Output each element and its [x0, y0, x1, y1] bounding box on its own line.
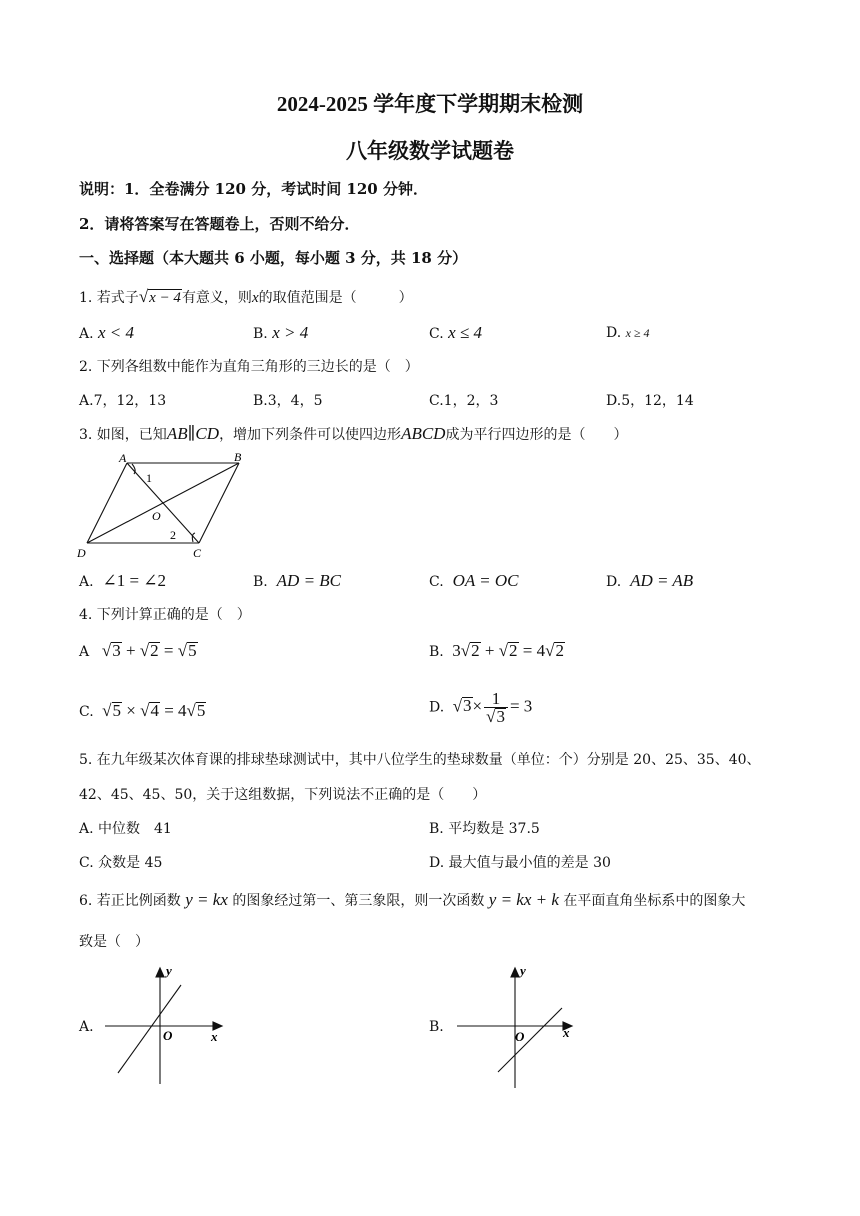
question-6-line-1: 6. 若正比例函数 y = kx 的图象经过第一、第三象限，则一次函数 y = kx + k 在平面直角坐标系中的图象大 [79, 890, 746, 909]
sqrt-icon: √ [138, 287, 149, 306]
q5-option-c: C. 众数是 45 [79, 855, 163, 871]
q3-option-c: C. OA = OC [429, 571, 519, 590]
origin-label: O [163, 1028, 173, 1043]
question-5-line-2: 42、45、45、50，关于这组数据，下列说法不正确的是（ ） [79, 787, 487, 803]
q6-graph-a [100, 962, 235, 1090]
q4-option-a: A √3 + √2 = √5 [79, 641, 197, 660]
q2-option-a: A.7，12，13 [79, 393, 167, 409]
q6-f2: y = kx + k [488, 890, 559, 909]
q5-option-d: D. 最大值与最小值的差是 30 [429, 855, 611, 871]
section-heading: 一、选择题（本大题共 6 小题，每小题 3 分，共 18 分） [79, 249, 468, 267]
q5-option-b: B. 平均数是 37.5 [429, 821, 540, 837]
q1-option-d: D. x ≥ 4 [606, 325, 650, 341]
q4-option-d: D. √3× $\frac{1}{√3}$ = 3 [429, 689, 533, 726]
angle-1-label: 1 [146, 471, 152, 485]
q1-pre: 1. 若式子 [79, 290, 139, 306]
q1-option-b: B. x > 4 [253, 323, 309, 342]
exam-title: 2024-2025 学年度下学期期末检测 [276, 92, 584, 116]
q3-option-a: A. ∠1 = ∠2 [79, 571, 167, 590]
q5-option-a: A. 中位数 41 [79, 821, 172, 837]
question-5-line-1: 5. 在九年级某次体育课的排球垫球测试中，其中八位学生的垫球数量（单位：个）分别是 20、25、35、40、 [79, 752, 761, 768]
y-axis-label: y [520, 963, 526, 978]
q3-option-d: D. AD = AB [606, 571, 694, 590]
vertex-b: B [234, 450, 242, 464]
q1-option-c: C. x ≤ 4 [429, 323, 483, 342]
origin-label: O [515, 1029, 525, 1044]
parallelogram-figure [74, 450, 264, 562]
q1-var: x [251, 290, 259, 306]
q2-option-c: C.1，2，3 [429, 393, 499, 409]
q6-option-b-label: B. [429, 1019, 444, 1035]
q2-option-d: D.5，12，14 [606, 393, 694, 409]
note-line-1: 说明：1．全卷满分 120 分，考试时间 120 分钟． [79, 180, 428, 198]
y-axis-label: y [166, 963, 172, 978]
x-axis-label: x [563, 1025, 570, 1040]
q4-option-b: B. 3√2 + √2 = 4√2 [429, 641, 564, 660]
point-o: O [152, 509, 161, 523]
q2-option-b: B.3，4，5 [253, 393, 323, 409]
vertex-a: A [119, 451, 127, 465]
x-axis-label: x [211, 1029, 218, 1044]
q3-quad: ABCD [401, 424, 446, 443]
vertex-c: C [193, 546, 202, 560]
q1-post: 的取值范围是（ ） [258, 290, 413, 306]
question-1 [79, 287, 413, 308]
q6-f1: y = kx [185, 890, 228, 909]
vertex-d: D [77, 546, 86, 560]
q3-condition: AB∥CD [166, 424, 220, 443]
q4-option-c: C. √5 × √4 = 4√5 [79, 701, 206, 720]
exam-subtitle: 八年级数学试题卷 [346, 139, 514, 163]
question-2: 2. 下列各组数中能作为直角三角形的三边长的是（ ） [79, 359, 419, 375]
q3-option-b: B. AD = BC [253, 571, 342, 590]
q1-expr: x − 4 [149, 290, 181, 306]
note-line-2: 2．请将答案写在答题卷上，否则不给分． [79, 215, 360, 233]
question-6-line-2: 致是（ ） [79, 934, 149, 950]
q6-option-a-label: A. [79, 1019, 94, 1035]
question-4: 4. 下列计算正确的是（ ） [79, 607, 251, 623]
q1-mid: 有意义，则 [181, 290, 252, 306]
angle-2-label: 2 [170, 528, 176, 542]
q6-graph-b [452, 962, 587, 1090]
question-3: 3. 如图，已知AB∥CD，增加下列条件可以使四边形ABCD成为平行四边形的是（ ） [79, 424, 628, 443]
q1-option-a: A. x < 4 [79, 323, 135, 342]
